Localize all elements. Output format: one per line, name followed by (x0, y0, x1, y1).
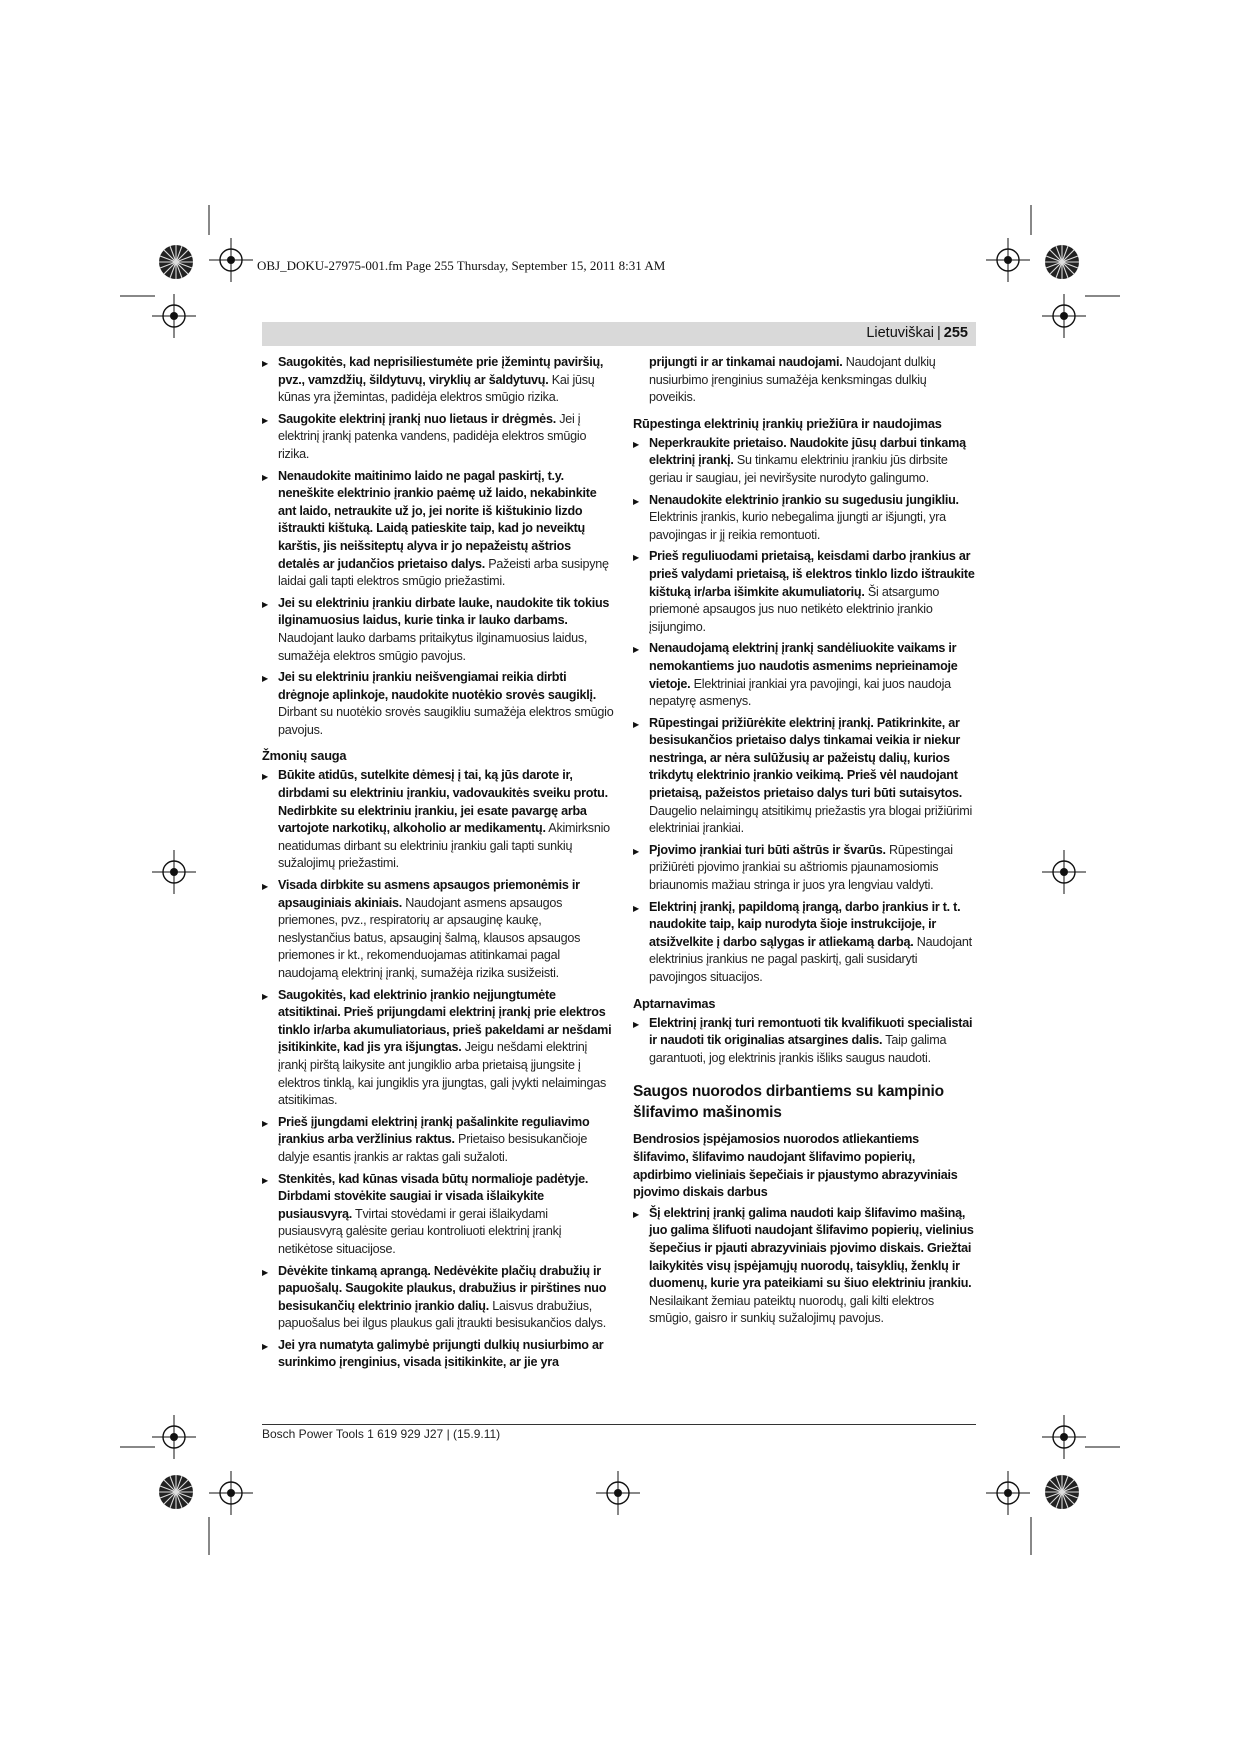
list-item: ▶ Prieš reguliuodami prietaisą, keisdami darbo įrankius ar prieš valydami prietaisą, iš elektros tinklo lizdo ištraukite kištuką ir/arba išimkite akumuliatorių. Ši atsargumo priemonė apsaugos jus nuo netikėto elektrinio įrankio įsijungimo. (633, 548, 976, 636)
star-mark-bottom-left (159, 1475, 193, 1509)
crosshair-bottom-right (986, 1471, 1030, 1515)
star-mark-bottom-right (1045, 1475, 1079, 1509)
crosshair-bottom-left-outer (152, 1415, 196, 1459)
list-item: ▶ Nenaudojamą elektrinį įrankį sandėliuokite vaikams ir nemokantiems juo naudotis asmenims neprieinamoje vietoje. Elektriniai įrankiai yra pavojingi, kai juos naudoja nepatyrę asmenys. (633, 640, 976, 710)
crosshair-mid-left (152, 850, 196, 894)
list-item: ▶ Jei yra numatyta galimybė prijungti dulkių nusiurbimo ar surinkimo įrenginius, visada įsitikinkite, ar jie yra (262, 1337, 614, 1372)
list-item: ▶ Nenaudokite elektrinio įrankio su sugedusiu jungikliu. Elektrinis įrankis, kurio nebegalima įjungti ar išjungti, yra pavojingas ir jį reikia remontuoti. (633, 492, 976, 545)
list-item: ▶ Stenkitės, kad kūnas visada būtų normalioje padėtyje. Dirbdami stovėkite saugiai ir visada išlaikykite pusiausvyrą. Tvirtai stovėdami ir gerai išlaikydami pusiausvyrą galėsite geriau kontroliuoti elektrinį įrankį netikėtose situacijose. (262, 1171, 614, 1259)
section-heading-tool-care: Rūpestinga elektrinių įrankių priežiūra ir naudojimas (633, 415, 942, 431)
crosshair-mid-right (1042, 850, 1086, 894)
left-column (262, 354, 614, 1376)
list-item: ▶ Rūpestingai prižiūrėkite elektrinį įrankį. Patikrinkite, ar besisukančios prietaiso dalys tinkamai veikia ir niekur nestringa, ar nėra sulūžusių ar pažeistų dalių, kurios trikdytų elektrinio įrankio veikimą. Prieš vėl naudojant prietaisą, pažeistos prietaiso dalys turi būti sutaisytos. Daugelio nelaimingų atsitikimų priežastis yra blogai prižiūrimi elektriniai įrankiai. (633, 715, 976, 838)
footer-text: Bosch Power Tools 1 619 929 J27 | (15.9.11) (262, 1427, 501, 1441)
section-heading-people-safety: Žmonių sauga (262, 748, 347, 764)
right-column (633, 354, 976, 1332)
list-item: ▶ Nenaudokite maitinimo laido ne pagal paskirtį, t.y. neneškite elektrinio įrankio paėmę už laido, nekabinkite ant laido, netraukite už jo, jei norite iš kištukinio lizdo ištraukti kištuką. Laidą patieskite taip, kad jo neveiktų karštis, jis neišsiteptų alyva ir jo nepažeistų aštrios detalės ar judančios prietaiso dalys. Pažeisti arba susipynę laidai gali tapti elektros smūgio priežastimi. (262, 468, 614, 591)
star-mark-top-right (1045, 245, 1079, 279)
page-header (262, 322, 976, 346)
crosshair-bottom-center (596, 1471, 640, 1515)
list-item: ▶ Jei su elektriniu įrankiu dirbate lauke, naudokite tik tokius ilginamuosius laidus, kurie tinka ir lauko darbams. Naudojant lauko darbams pritaikytus ilginamuosius laidus, sumažėja elektros smūgio pavojus. (262, 595, 614, 665)
list-item: ▶ Prieš įjungdami elektrinį įrankį pašalinkite reguliavimo įrankius arba veržlinius raktus. Prietaiso besisukančioje dalyje esantis įrankis ar raktas gali sužaloti. (262, 1114, 614, 1167)
header-text (866, 325, 968, 341)
list-item: ▶ Visada dirbkite su asmens apsaugos priemonėmis ir apsauginiais akiniais. Naudojant asmens apsaugos priemones, pvz., respiratorių ar apsauginę kaukę, neslystančius batus, apsauginį šalmą, klausos apsaugos priemones ir kt., rekomenduojamas atitinkamai pagal naudojamą elektrinį įrankį, sumažėja rizika susižeisti. (262, 877, 614, 983)
list-item: ▶ Būkite atidūs, sutelkite dėmesį į tai, ką jūs darote ir, dirbdami su elektriniu įrankiu, vadovaukitės sveiku protu. Nedirbkite su elektriniu įrankiu, jei esate pavargę arba vartojote narkotikų, alkoholio ar medikamentų. Akimirksnio neatidumas dirbant su elektriniu įrankiu gali tapti sunkių sužalojimų priežastimi. (262, 767, 614, 873)
list-item: ▶ Šį elektrinį įrankį galima naudoti kaip šlifavimo mašiną, juo galima šlifuoti naudojant šlifavimo popierių, vielinius šepečius ir pjauti abrazyviniais pjovimo diskais. Griežtai laikykitės visų įspėjamųjų nuorodų, taisyklių, ženklų ir duomenų, kurie yra pateikiami su šiuo elektriniu įrankiu. Nesilaikant žemiau pateiktų nuorodų, gali kilti elektros smūgio, gaisro ir sunkių sužalojimų pavojus. (633, 1205, 976, 1328)
crosshair-top-right (986, 238, 1030, 282)
footer-rule (262, 1424, 976, 1425)
file-slug: OBJ_DOKU-27975-001.fm Page 255 Thursday, September 15, 2011 8:31 AM (257, 258, 666, 273)
page-number: 255 (943, 325, 968, 341)
list-item-continuation: prijungti ir ar tinkamai naudojami. Naudojant dulkių nusiurbimo įrenginius sumažėja kenksmingas dulkių poveikis. (649, 355, 936, 405)
section-heading-service: Aptarnavimas (633, 995, 716, 1011)
crosshair-bottom-right-outer (1042, 1415, 1086, 1459)
header-language: Lietuviškai (866, 325, 935, 341)
list-item: ▶ Elektrinį įrankį turi remontuoti tik kvalifikuoti specialistai ir naudoti tik originalias atsargines dalis. Taip galima garantuoti, jog elektrinis įrankis išliks saugus naudoti. (633, 1015, 976, 1068)
list-item: ▶ Jei su elektriniu įrankiu neišvengiamai reikia dirbti drėgnoje aplinkoje, naudokite nuotėkio srovės saugiklį. Dirbant su nuotėkio srovės saugikliu sumažėja elektros smūgio pavojus. (262, 669, 614, 739)
crosshair-bottom-left (209, 1471, 253, 1515)
list-item: ▶ Elektrinį įrankį, papildomą įrangą, darbo įrankius ir t. t. naudokite taip, kaip nurodyta šioje instrukcijoje, ir atsižvelkite į darbo sąlygas ir atliekamą darbą. Naudojant elektrinius įrankius ne pagal paskirtį, gali susidaryti pavojingos situacijos. (633, 899, 976, 987)
list-item: ▶ Pjovimo įrankiai turi būti aštrūs ir švarūs. Rūpestingai prižiūrėti pjovimo įrankiai su aštriomis pjaunamosiomis briaunomis mažiau stringa ir juos yra lengviau valdyti. (633, 842, 976, 895)
star-mark-top-left (159, 245, 193, 279)
section-title-angle-grinder-safety: Saugos nuorodos dirbantiems su kampinio šlifavimo mašinomis (633, 1083, 944, 1122)
list-item: ▶ Saugokitės, kad elektrinio įrankio neįjungtumėte atsitiktinai. Prieš prijungdami elektrinį įrankį prie elektros tinklo ir/arba akumuliatoriaus, prieš pakeldami ar nešdami įsitikinkite, kad jis yra išjungtas. Jeigu nešdami elektrinį įrankį pirštą laikysite ant jungiklio arba prietaisą įjungsite į elektros tinklą, kai jungiklis yra įjungtas, gali įvykti nelaimingas atsitikimas. (262, 987, 614, 1110)
list-item: ▶ Saugokitės, kad neprisiliestumėte prie įžemintų paviršių, pvz., vamzdžių, šildytuvų, viryklių ar šaldytuvų. Kai jūsų kūnas yra įžemintas, padidėja elektros smūgio rizika. (262, 354, 614, 407)
crosshair-top-left (209, 238, 253, 282)
crosshair-top-right-outer (1042, 294, 1086, 338)
list-item: ▶ Neperkraukite prietaiso. Naudokite jūsų darbui tinkamą elektrinį įrankį. Su tinkamu elektriniu įrankiu jūs dirbsite geriau ir saugiau, jei neviršysite nurodyto galingumo. (633, 435, 976, 488)
list-item: ▶ Saugokite elektrinį įrankį nuo lietaus ir drėgmės. Jei į elektrinį įrankį patenka vandens, padidėja elektros smūgio rizika. (262, 411, 614, 464)
subsection-heading-general-warnings: Bendrosios įspėjamosios nuorodos atliekantiems šlifavimo, šlifavimo naudojant šlifavimo popierių, apdirbimo vieliniais šepečiais ir pjaustymo abrazyviniais pjovimo diskais darbus (633, 1132, 958, 1200)
crosshair-top-left-outer (152, 294, 196, 338)
header-separator: | (937, 325, 941, 341)
list-item: ▶ Dėvėkite tinkamą aprangą. Nedėvėkite plačių drabužių ir papuošalų. Saugokite plaukus, drabužius ir pirštines nuo besisukančių elektrinio įrankio dalių. Laisvus drabužius, papuošalus bei ilgus plaukus gali įtraukti besisukančios dalys. (262, 1263, 614, 1333)
